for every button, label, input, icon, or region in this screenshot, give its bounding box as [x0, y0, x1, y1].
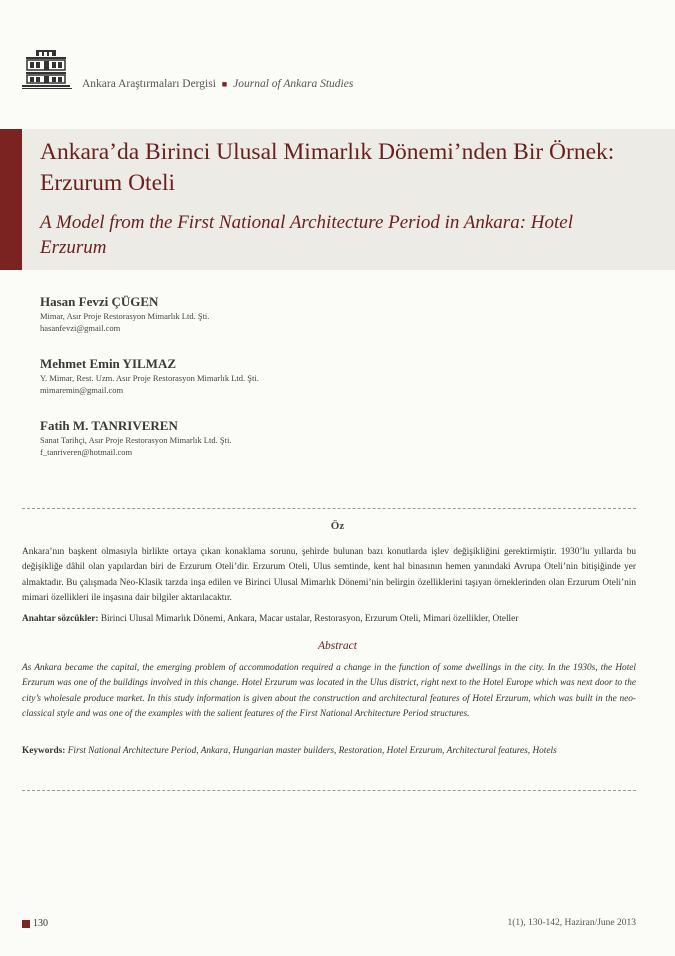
oz-heading: Öz	[330, 520, 345, 532]
header-rule	[22, 88, 72, 89]
citation-info: 1(1), 130-142, Haziran/June 2013	[507, 918, 636, 928]
keywords-tr-text: Birinci Ulusal Mimarlık Dönemi, Ankara, Macar ustalar, Restorasyon, Erzurum Oteli, Mimari özellikler, Oteller	[100, 614, 519, 624]
section-divider	[22, 508, 636, 509]
author-affiliation: Sanat Tarihçi, Asır Proje Restorasyon Mimarlık Ltd. Şti.	[40, 435, 232, 445]
author-affiliation: Y. Mimar, Rest. Uzm. Asır Proje Restorasyon Mimarlık Ltd. Şti.	[40, 373, 259, 383]
article-title-en: A Model from the First National Architecture Period in Ankara: Hotel Erzurum	[40, 212, 573, 258]
journal-title	[82, 78, 353, 90]
page-marker-icon	[22, 920, 30, 928]
author-name: Mehmet Emin YILMAZ	[40, 356, 177, 371]
section-divider	[22, 790, 636, 791]
abstract-text: As Ankara became the capital, the emerging problem of accommodation required a change in the function of some dwellings in the city. In the 1930s, the Hotel Erzurum was one of the buildings involved in this change. Hotel Erzurum was located in the Ulus district, right next to the Hotel Europe which was next door to the city’s wholesale produce market. In this study information is given about the construction and architectural features of Hotel Erzurum, which was built in the neo-classical style and was one of the examples with the salient features of the First National Architecture Period structures.	[22, 663, 636, 719]
title-accent-bar	[0, 129, 22, 270]
author-email[interactable]: hasanfevzi@gmail.com	[40, 323, 121, 333]
keywords-en-text: First National Architecture Period, Ankara, Hungarian master builders, Restoration, Hotel Erzurum, Architectural features, Hotels	[67, 746, 557, 756]
journal-name-en: Journal of Ankara Studies	[233, 78, 354, 90]
keywords-en	[22, 744, 636, 759]
author-block	[40, 356, 540, 396]
author-name: Hasan Fevzi ÇÜGEN	[40, 294, 159, 309]
article-title-tr: Ankara’da Birinci Ulusal Mimarlık Dönemi’nden Bir Örnek: Erzurum Oteli	[40, 139, 615, 196]
author-affiliation: Mimar, Asır Proje Restorasyon Mimarlık Ltd. Şti.	[40, 311, 210, 321]
journal-separator: ■	[221, 79, 228, 89]
author-block	[40, 294, 540, 334]
author-email[interactable]: f_tanriveren@hotmail.com	[40, 447, 133, 457]
keywords-en-label: Keywords:	[22, 746, 66, 756]
keywords-tr-label: Anahtar sözcükler:	[22, 614, 99, 624]
author-email[interactable]: mimaremin@gmail.com	[40, 385, 124, 395]
oz-text: Ankara’nın başkent olmasıyla birlikte ortaya çıkan konaklama sorunu, şehirde bulunan bazı konutlarda işlev değişikliğini gerektirmiştir. 1930’lu yıllarda bu değişikliğe dâhil olan yapılardan biri de Erzurum Oteli’dir. Erzurum Oteli, Ulus semtinde, kent hal binasının hemen yanındaki Avrupa Oteli’nin bitişiğinde yer almaktadır. Bu çalışmada Neo-Klasik tarzda inşa edilen ve Birinci Ulusal Mimarlık Dönemi’nin belirgin özelliklerini taşıyan örneklerinden olan Erzurum Oteli’nin mimari özellikleri ile inşasına dair bilgiler aktarılacaktır.	[22, 547, 636, 603]
journal-header	[22, 48, 662, 94]
page-number: 130	[33, 918, 48, 929]
author-block	[40, 418, 540, 458]
author-name: Fatih M. TANRIVEREN	[40, 418, 178, 433]
journal-name-tr: Ankara Araştırmaları Dergisi	[82, 78, 216, 90]
keywords-tr	[22, 612, 642, 627]
abstract-heading: Abstract	[318, 640, 357, 652]
building-logo-icon	[22, 48, 70, 90]
page-footer-left	[22, 918, 48, 929]
